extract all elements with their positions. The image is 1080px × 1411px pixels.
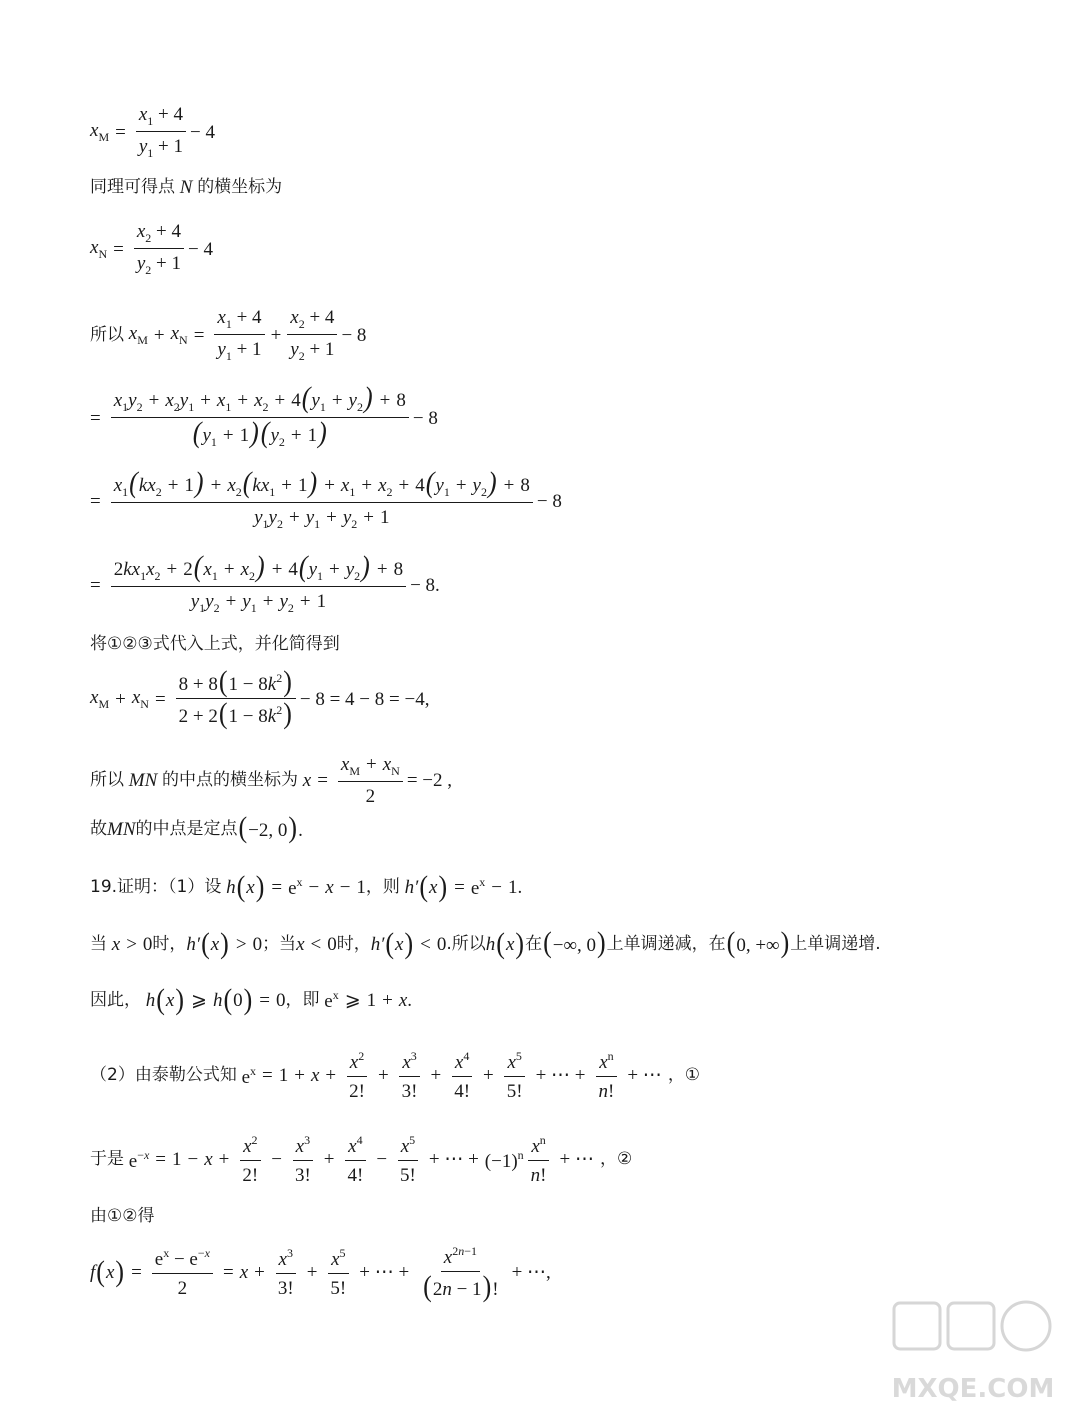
q19-part2-taylor: （2）由泰勒公式知 $e^x$ = 1 + x + $\frac{x^2}{2!}$ + $\frac{x^3}{3!}$ + $\frac{x^4}{4!}$ + $\frac{x^5}{5!}$ + ⋯ + $\frac{x^n}{n!}$ + ⋯ ，① [90, 1049, 701, 1102]
fixed-point-line: 故 MN 的中点是定点 (−2, 0). [90, 810, 303, 845]
xn-definition: $x_N$ = $\frac{x_2 + 4}{y_2 + 1}$ − 4 [90, 221, 213, 277]
step-4: = $\frac{2kx_1x_2 + 2(x_1 + x_2) + 4(y_1 + y_2) + 8}{y_1y_2 + y_1 + y_2 + 1}$ − 8. [90, 549, 440, 615]
q19-line-1: 19.证明：（1）设 h ( x ) = $e^x$ − x − 1 ，则 h′ ( x ) = $e^x$ − 1. [90, 869, 523, 903]
step-3: = $\frac{x_1(kx_2 + 1) + x_2(kx_1 + 1) + x_1 + x_2 + 4(y_1 + y_2) + 8}{y_1y_2 + y_1 + y_2 + 1}$ − 8 [90, 465, 562, 531]
midpoint-line: 所以 MN 的中点的横坐标为 x = $\frac{x_M + x_N}{2}$ = −2 , [90, 754, 453, 807]
watermark-text: MXQE.COM [891, 1374, 1055, 1404]
q19-from-12: 由①②得 [90, 1206, 155, 1226]
substitute-line: 将①②③式代入上式，并化简得到 [90, 634, 340, 654]
same-reason-line: 同理可得点 N 的横坐标为 [90, 177, 283, 198]
step-2: = $\frac{x_1y_2 + x_2y_1 + x_1 + x_2 + 4(y_1 + y_2) + 8}{(y_1 + 1)(y_2 + 1)}$ − 8 [90, 380, 438, 450]
xm-definition: $x_M$ = $\frac{x_1 + 4}{y_1 + 1}$ − 4 [90, 104, 215, 160]
q19-therefore: 因此， h ( x ) ⩾ h ( 0 ) = 0 ，即 $e^x$ ⩾ 1 + x . [90, 982, 413, 1016]
q19-monotonic: 当 x > 0 时， h′ ( x ) > 0 ；当 x < 0 时， h′ ( x ) < 0 .所以 h ( x ) 在 (−∞, 0) 上单调递减，在 (0, +∞) 上单调递增. [90, 925, 881, 960]
result-line: $x_M$ + $x_N$ = $\frac{8 + 8(1 - 8k^2)}{2 + 2(1 - 8k^2)}$ − 8 = 4 − 8 = −4, [90, 664, 430, 731]
q19-negative-series: 于是 $e^{-x}$ = 1 − x + $\frac{x^2}{2!}$ − $\frac{x^3}{3!}$ + $\frac{x^4}{4!}$ − $\frac{x^5}{5!}$ + ⋯ + $(-1)^n$ $\frac{x^n}{n!}$ + ⋯ ，② [90, 1133, 633, 1186]
watermark-logo [888, 1297, 1058, 1407]
q19-f-series: f ( x ) = $\frac{e^x - e^{-x}}{2}$ = x + $\frac{x^3}{3!}$ + $\frac{x^5}{5!}$ + ⋯ + $\frac{x^{2n-1}}{(2n - 1)!}$ + ⋯, [90, 1244, 551, 1304]
sum-line: 所以 $x_M$ + $x_N$ = $\frac{x_1 + 4}{y_1 + 1}$ + $\frac{x_2 + 4}{y_2 + 1}$ − 8 [90, 307, 367, 363]
